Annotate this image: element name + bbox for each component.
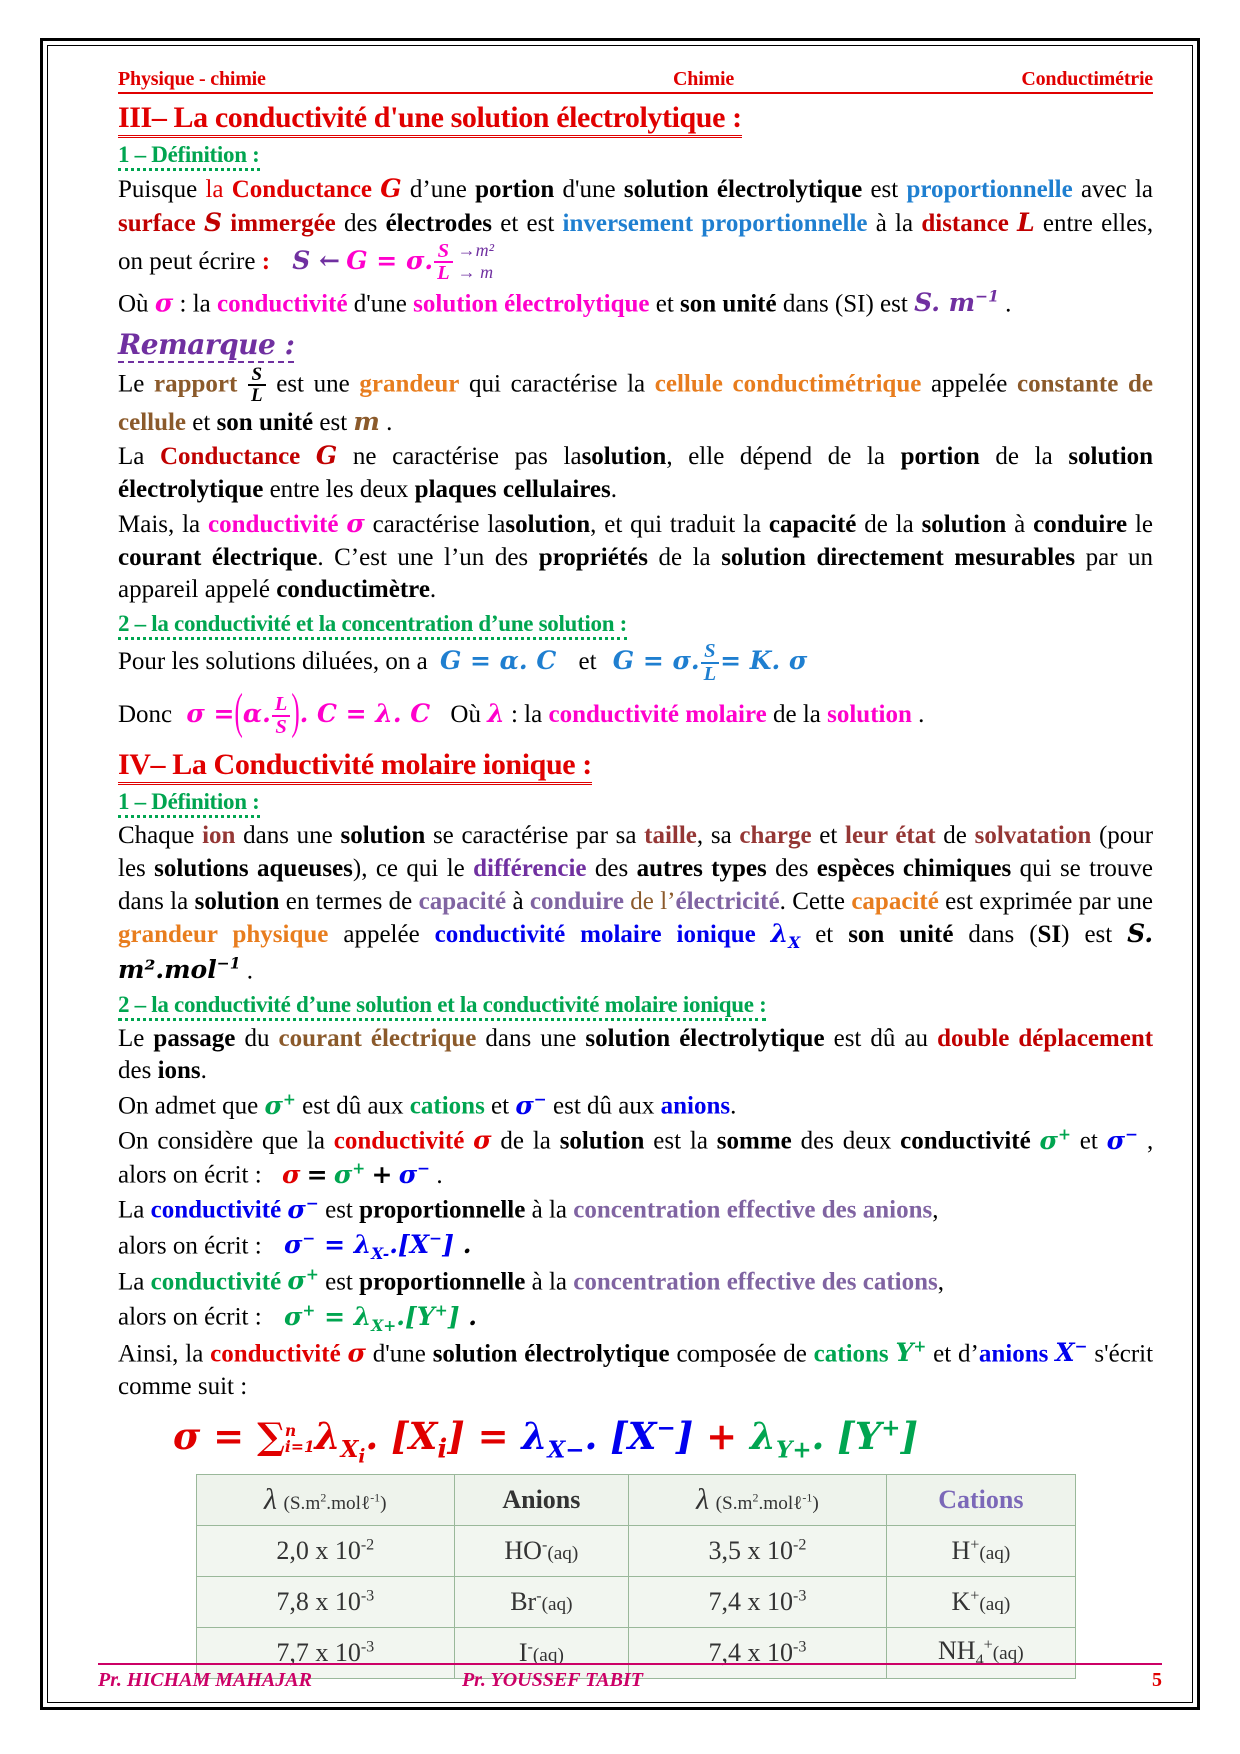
- txt: avec la: [1080, 176, 1154, 203]
- txt: est dû aux: [302, 1092, 404, 1120]
- txt: plaques cellulaires: [414, 476, 611, 504]
- lambda-xi-term: $\lambda_{X_i}$. $[X_i]$ =: [314, 1413, 509, 1468]
- txt: Ainsi, la: [118, 1340, 204, 1368]
- formula-conductance: G = σ.: [346, 245, 434, 275]
- txt: composée de: [676, 1340, 807, 1368]
- txt: à la: [531, 1196, 567, 1224]
- txt: cellule conductimétrique: [654, 370, 922, 398]
- txt: solution: [505, 510, 591, 538]
- txt: est dû au: [833, 1024, 929, 1052]
- formula-g-sigma-sl: G = σ.: [612, 646, 700, 676]
- section-3-sub1-title: 1 – Définition :: [118, 142, 260, 171]
- section-4-sub2-wrap: [118, 990, 1153, 1022]
- section-4-title: IV– La Conductivité molaire ionique :: [118, 748, 592, 785]
- txt: : la: [179, 289, 211, 317]
- txt: de la: [500, 1127, 551, 1155]
- txt: qui se trouve dans la: [118, 854, 1154, 915]
- formula-lambda-c: . C = λ. C: [299, 699, 431, 729]
- txt: solvatation: [974, 822, 1092, 850]
- txt: conductimètre: [276, 576, 430, 604]
- txt: son unité: [848, 921, 954, 949]
- txt: solution: [194, 887, 280, 915]
- txt: Pour les solutions diluées, on a: [118, 648, 428, 676]
- cation-y-plus: Y+: [895, 1336, 927, 1368]
- txt: par un appareil appelé: [118, 543, 1154, 604]
- page-frame: [40, 38, 1200, 1710]
- txt: solution électrolytique: [413, 289, 650, 317]
- txt: entre elles, on peut écrire: [118, 209, 1154, 275]
- txt: d’: [958, 1340, 979, 1368]
- sigma-plus-symbol: σ+: [287, 1265, 319, 1296]
- txt: électrodes: [385, 209, 492, 237]
- txt: distance: [921, 209, 1009, 237]
- txt: des: [594, 854, 629, 882]
- txt: solution: [340, 822, 426, 850]
- s3-paragraph-7: [118, 685, 1153, 740]
- txt: appelée: [930, 370, 1008, 398]
- txt: du: [244, 1024, 270, 1052]
- txt: ion: [202, 822, 236, 850]
- txt: , sa: [696, 822, 732, 850]
- txt: espèces chimiques: [816, 854, 1012, 882]
- s4-paragraph-2: [118, 1023, 1153, 1089]
- s4-paragraph-7: [118, 1337, 1153, 1404]
- txt: électricité: [675, 887, 780, 915]
- s3-paragraph-4: [118, 440, 1153, 507]
- section-4-sub1-wrap: [118, 787, 1153, 819]
- txt: Où: [118, 289, 149, 317]
- txt: On admet que: [118, 1092, 259, 1120]
- sigma-symbol: σ: [346, 508, 365, 538]
- txt: portion: [475, 176, 555, 203]
- txt: anions: [660, 1092, 731, 1120]
- header-center: Chimie: [673, 68, 735, 90]
- s4-paragraph-5: [118, 1193, 1153, 1227]
- txt: dans une: [243, 822, 333, 850]
- txt: solution: [921, 510, 1007, 538]
- txt: dans (SI) est: [782, 289, 908, 317]
- txt: d’une: [409, 176, 467, 203]
- big-sigma-formula: [173, 1414, 1153, 1468]
- txt: G: [315, 441, 338, 471]
- txt: solution électrolytique: [585, 1024, 825, 1052]
- txt: conductivité: [333, 1127, 465, 1155]
- fraction-s-over-l-3: $\frac{S}{L}$: [701, 641, 720, 684]
- txt: , et qui traduit la: [590, 510, 762, 538]
- summation-limits: n i=1: [284, 1420, 315, 1457]
- anion-x-minus: X−: [1055, 1336, 1088, 1368]
- sigma-symbol: σ: [473, 1125, 492, 1155]
- summation-operator: ∑ n i=1: [257, 1413, 315, 1458]
- txt: à: [512, 887, 524, 915]
- sigma-minus-symbol: σ−: [515, 1089, 547, 1120]
- txt: portion: [900, 443, 980, 471]
- txt: inversement: [562, 209, 694, 237]
- txt: de: [943, 822, 967, 850]
- footer-page-number: 5: [1152, 1669, 1162, 1691]
- header-right: Conductimétrie: [1021, 68, 1153, 90]
- fraction-l-over-s: $\frac{L}{S}$: [272, 694, 291, 737]
- txt: surface: [118, 209, 196, 237]
- txt: des: [344, 209, 378, 237]
- cell-anion-value: 7,8 x $10^{-3}$: [196, 1576, 455, 1627]
- cell-anion-value: 7,7 x $10^{-3}$: [196, 1627, 455, 1678]
- sigma-eq: σ =: [173, 1413, 245, 1458]
- txt: , alors on écrit :: [118, 1127, 1154, 1189]
- txt: caractérise la: [372, 510, 506, 538]
- remarque-heading: Remarque :: [118, 327, 295, 361]
- txt: .: [1005, 289, 1012, 317]
- formula-sigma-sum: σ = σ+ + σ− .: [281, 1158, 443, 1189]
- formula-g-alpha-c: G = α. C: [439, 646, 557, 676]
- txt: à: [1014, 510, 1026, 538]
- txt: est: [870, 176, 899, 203]
- txt: Puisque: [118, 176, 198, 203]
- txt: appelée: [343, 921, 420, 949]
- paren-close: ): [291, 685, 300, 740]
- txt: et est: [500, 209, 555, 237]
- txt: ne caractérise pas la: [352, 443, 582, 471]
- formula-units: →m² → m: [457, 239, 495, 282]
- plus-operator: +: [706, 1413, 738, 1458]
- txt: Donc: [118, 701, 173, 729]
- formula-sigma-eq: σ =: [186, 699, 235, 729]
- txt: α.: [242, 699, 271, 729]
- txt: proportionnelle: [359, 1196, 526, 1224]
- page-content: [118, 68, 1153, 1679]
- txt: somme: [716, 1127, 792, 1155]
- cell-cation-value: 7,4 x $10^{-3}$: [628, 1576, 887, 1627]
- txt: double déplacement: [937, 1024, 1154, 1052]
- txt: grandeur: [359, 370, 460, 398]
- remarque-wrap: [118, 324, 1153, 365]
- txt: conductivité molaire ionique: [434, 921, 756, 949]
- cell-anion-value: 2,0 x $10^{-2}$: [196, 1525, 455, 1576]
- txt: :: [261, 247, 271, 275]
- formula-k-sigma: = K. σ: [720, 646, 808, 676]
- txt: dans (: [968, 921, 1038, 949]
- txt: passage: [153, 1024, 236, 1052]
- txt: en termes de: [285, 887, 413, 915]
- sigma-symbol: σ: [347, 1338, 366, 1368]
- page-footer: [98, 1663, 1162, 1692]
- s4-paragraph-3: [118, 1089, 1153, 1123]
- s4-paragraph-6b: [118, 1300, 1153, 1336]
- section-3-sub1-wrap: [118, 140, 1153, 172]
- txt: le: [1134, 510, 1154, 538]
- txt: .: [730, 1092, 737, 1120]
- section-3-title: III– La conductivité d'une solution électrolytique :: [118, 101, 742, 138]
- cell-cation-formula: $NH_4^+(aq)$: [887, 1627, 1075, 1678]
- txt: conductivité: [150, 1196, 282, 1224]
- txt: La: [118, 1196, 145, 1224]
- txt: courant électrique: [278, 1024, 477, 1052]
- txt: Chaque: [118, 822, 195, 850]
- txt: , elle dépend de la: [666, 443, 885, 471]
- txt: conductivité: [210, 1340, 341, 1368]
- s4-paragraph-6: [118, 1265, 1153, 1299]
- txt: à la: [875, 209, 914, 237]
- header-cations: Cations: [887, 1474, 1075, 1525]
- txt: Conductance: [160, 443, 301, 471]
- txt: grandeur physique: [118, 921, 329, 949]
- txt: Le: [118, 1024, 145, 1052]
- header-left: Physique - chimie: [118, 68, 266, 90]
- txt: concentration effective des anions: [573, 1196, 933, 1224]
- txt: .: [386, 408, 393, 436]
- txt: différencie: [473, 854, 587, 882]
- txt: solution électrolytique: [432, 1340, 670, 1368]
- txt: leur état: [845, 822, 936, 850]
- cell-cation-formula: H+(aq): [887, 1525, 1075, 1576]
- txt: dans une: [485, 1024, 577, 1052]
- txt: et: [819, 822, 838, 850]
- txt: constante de cellule: [118, 370, 1153, 436]
- section-3-title-wrap: [118, 97, 1153, 138]
- txt: conduire: [1033, 510, 1128, 538]
- txt: solution: [581, 443, 667, 471]
- section-4-sub2-title: 2 – la conductivité d’une solution et la conductivité molaire ionique :: [118, 992, 766, 1021]
- txt: alors on écrit :: [118, 1231, 262, 1259]
- lambda-table: [196, 1474, 1076, 1679]
- txt: Mais, la: [118, 510, 201, 538]
- txt: conductivité: [207, 510, 339, 538]
- txt: à la: [531, 1268, 567, 1296]
- s4-paragraph-5b: [118, 1229, 1153, 1265]
- sigma-minus-symbol: σ−: [1106, 1124, 1139, 1155]
- txt: et: [933, 1340, 952, 1368]
- txt: solutions aqueuses: [154, 854, 353, 882]
- txt: cations: [409, 1092, 485, 1120]
- txt: et: [491, 1092, 510, 1120]
- section-4-title-wrap: [118, 744, 1153, 785]
- txt: charge: [739, 822, 812, 850]
- txt: proportionnelle: [906, 176, 1073, 203]
- txt: d'une: [562, 176, 616, 203]
- cell-anion-formula: HO-(aq): [455, 1525, 629, 1576]
- unit-s-per-m: S. $m^{-1}$: [914, 286, 999, 317]
- txt: et: [655, 289, 674, 317]
- header-anions: Anions: [455, 1474, 629, 1525]
- txt: alors on écrit :: [118, 1303, 262, 1331]
- txt: d'une: [372, 1340, 426, 1368]
- txt: qui caractérise la: [469, 370, 646, 398]
- txt: cations: [813, 1340, 889, 1368]
- lambda-symbol: λ: [487, 699, 505, 729]
- txt: des: [118, 1057, 152, 1085]
- txt: capacité: [418, 887, 507, 915]
- txt: solution directement mesurables: [721, 543, 1076, 571]
- txt: Conductance: [231, 176, 373, 203]
- cell-anion-formula: Br-(aq): [455, 1576, 629, 1627]
- txt: solution électrolytique: [118, 443, 1154, 504]
- txt: conductivité: [217, 289, 348, 317]
- txt: La: [118, 1268, 145, 1296]
- txt: rapport: [154, 370, 238, 398]
- txt: conductivité: [150, 1268, 282, 1296]
- s3-paragraph-5: [118, 508, 1153, 607]
- sigma-plus-symbol: σ+: [1039, 1124, 1071, 1155]
- txt: de la: [995, 443, 1053, 471]
- paren-open: (: [234, 685, 243, 740]
- footer-author-1: Pr. HICHAM MAHAJAR: [98, 1669, 312, 1691]
- txt: concentration effective des cations: [573, 1268, 938, 1296]
- txt: .: [200, 1057, 207, 1085]
- txt: Le: [118, 370, 145, 398]
- txt: capacité: [851, 887, 939, 915]
- txt: ) est: [1061, 921, 1113, 949]
- txt: courant électrique: [118, 543, 318, 571]
- unit-s-m2-mol: S. m².mol$^{-1}$: [118, 919, 1154, 984]
- txt: est la: [653, 1127, 708, 1155]
- txt: son unité: [680, 289, 777, 317]
- txt: : la: [510, 701, 543, 729]
- txt: s'écrit comme suit :: [118, 1340, 1154, 1400]
- page-header: [118, 68, 1153, 94]
- txt: .: [610, 476, 618, 504]
- txt: est une: [276, 370, 350, 398]
- section-3-sub2-wrap: [118, 609, 1153, 641]
- txt: ,: [937, 1268, 944, 1296]
- txt: ions: [157, 1057, 201, 1085]
- txt: propriétés: [538, 543, 648, 571]
- txt: conductivité molaire: [548, 701, 767, 729]
- txt: On considère que la: [118, 1127, 325, 1155]
- txt: solution: [559, 1127, 645, 1155]
- s4-paragraph-1: [118, 820, 1153, 988]
- txt: est dû aux: [553, 1092, 655, 1120]
- s3-paragraph-1: [118, 173, 1153, 286]
- sigma-minus-symbol: σ−: [287, 1193, 319, 1224]
- formula-lhs: S ←: [292, 245, 340, 275]
- txt: conduire: [529, 887, 624, 915]
- cell-anion-formula: I-(aq): [455, 1627, 629, 1678]
- txt: anions: [978, 1340, 1049, 1368]
- txt: de la: [658, 543, 711, 571]
- txt: est: [325, 1196, 353, 1224]
- unit-m: m: [353, 406, 380, 436]
- txt: d'une: [353, 289, 407, 317]
- footer-author-2: Pr. YOUSSEF TABIT: [461, 1669, 643, 1691]
- s4-paragraph-4: [118, 1124, 1153, 1192]
- cell-cation-value: 7,4 x $10^{-3}$: [628, 1627, 887, 1678]
- txt: des deux: [800, 1127, 892, 1155]
- txt: Où: [450, 701, 481, 729]
- txt: G: [380, 174, 402, 203]
- lambda-y-plus-term: $\lambda_{Y+}$. [Y+]: [750, 1413, 918, 1464]
- txt: autres types: [636, 854, 767, 882]
- txt: solution électrolytique: [623, 176, 863, 203]
- txt: et: [815, 921, 834, 949]
- table-row: [196, 1525, 1075, 1576]
- txt: et: [1079, 1127, 1098, 1155]
- txt: .: [246, 956, 254, 984]
- txt: entre les deux: [269, 476, 409, 504]
- txt: se caractérise par sa: [432, 822, 637, 850]
- txt: son unité: [216, 408, 314, 436]
- txt: L: [1017, 207, 1035, 237]
- formula-sigma-minus: $\sigma^- = \lambda_{X-}.[X^-]$ .: [283, 1228, 472, 1263]
- txt: de l’: [630, 887, 676, 915]
- txt: et: [192, 408, 211, 436]
- txt: taille: [644, 822, 697, 850]
- table-row: [196, 1576, 1075, 1627]
- lambda-x-minus-term: $\lambda_{X-}$. [X−]: [521, 1413, 694, 1464]
- s3-paragraph-2: [118, 287, 1153, 321]
- txt: proportionnelle: [701, 209, 868, 237]
- txt: proportionnelle: [359, 1268, 526, 1296]
- cell-cation-value: 3,5 x $10^{-2}$: [628, 1525, 887, 1576]
- txt: .: [429, 576, 437, 604]
- txt: est exprimée par une: [945, 887, 1154, 915]
- s3-paragraph-6: [118, 642, 1153, 685]
- txt: est: [325, 1268, 353, 1296]
- fraction-s-over-l-2: $\frac{S}{L}$: [248, 365, 266, 405]
- sigma-plus-symbol: σ+: [264, 1089, 296, 1120]
- txt: SI: [1037, 921, 1062, 949]
- page-inner-border: [47, 45, 1193, 1703]
- section-3-sub2-title: 2 – la conductivité et la concentration d’une solution :: [118, 611, 627, 640]
- fraction-s-over-l: $\frac{S}{L}$: [434, 241, 453, 284]
- txt: des: [775, 854, 809, 882]
- txt: immergée: [230, 209, 336, 237]
- txt: de la: [772, 701, 821, 729]
- sigma-symbol: σ: [154, 287, 174, 317]
- header-lambda-cations: λ $(S.m^2.mol\ell^{-1})$: [628, 1474, 887, 1525]
- txt: . Cette: [779, 887, 845, 915]
- lambda-x-symbol: $\lambda_X$: [770, 919, 801, 953]
- txt: de la: [864, 510, 914, 538]
- txt: . C’est une l’un des: [317, 543, 529, 571]
- txt: la: [205, 176, 224, 203]
- header-lambda-anions: λ $(S.m^2.mol\ell^{-1})$: [196, 1474, 455, 1525]
- txt: ,: [932, 1196, 939, 1224]
- txt: S: [203, 207, 223, 237]
- s3-paragraph-3: [118, 363, 1153, 440]
- txt: La: [118, 443, 145, 471]
- table-header-row: [196, 1474, 1075, 1525]
- cell-cation-formula: K+(aq): [887, 1576, 1075, 1627]
- txt: et: [578, 648, 597, 676]
- txt: conductivité: [900, 1127, 1031, 1155]
- formula-sigma-plus: $\sigma^+ = \lambda_{X+}.[Y^+]$ .: [283, 1300, 477, 1335]
- section-4-sub1-title: 1 – Définition :: [118, 789, 260, 818]
- txt: (pour les: [118, 822, 1154, 882]
- txt: est: [319, 408, 348, 436]
- txt: solution: [827, 701, 912, 729]
- txt: ), ce qui le: [352, 854, 465, 882]
- txt: .: [918, 701, 925, 729]
- txt: capacité: [768, 510, 857, 538]
